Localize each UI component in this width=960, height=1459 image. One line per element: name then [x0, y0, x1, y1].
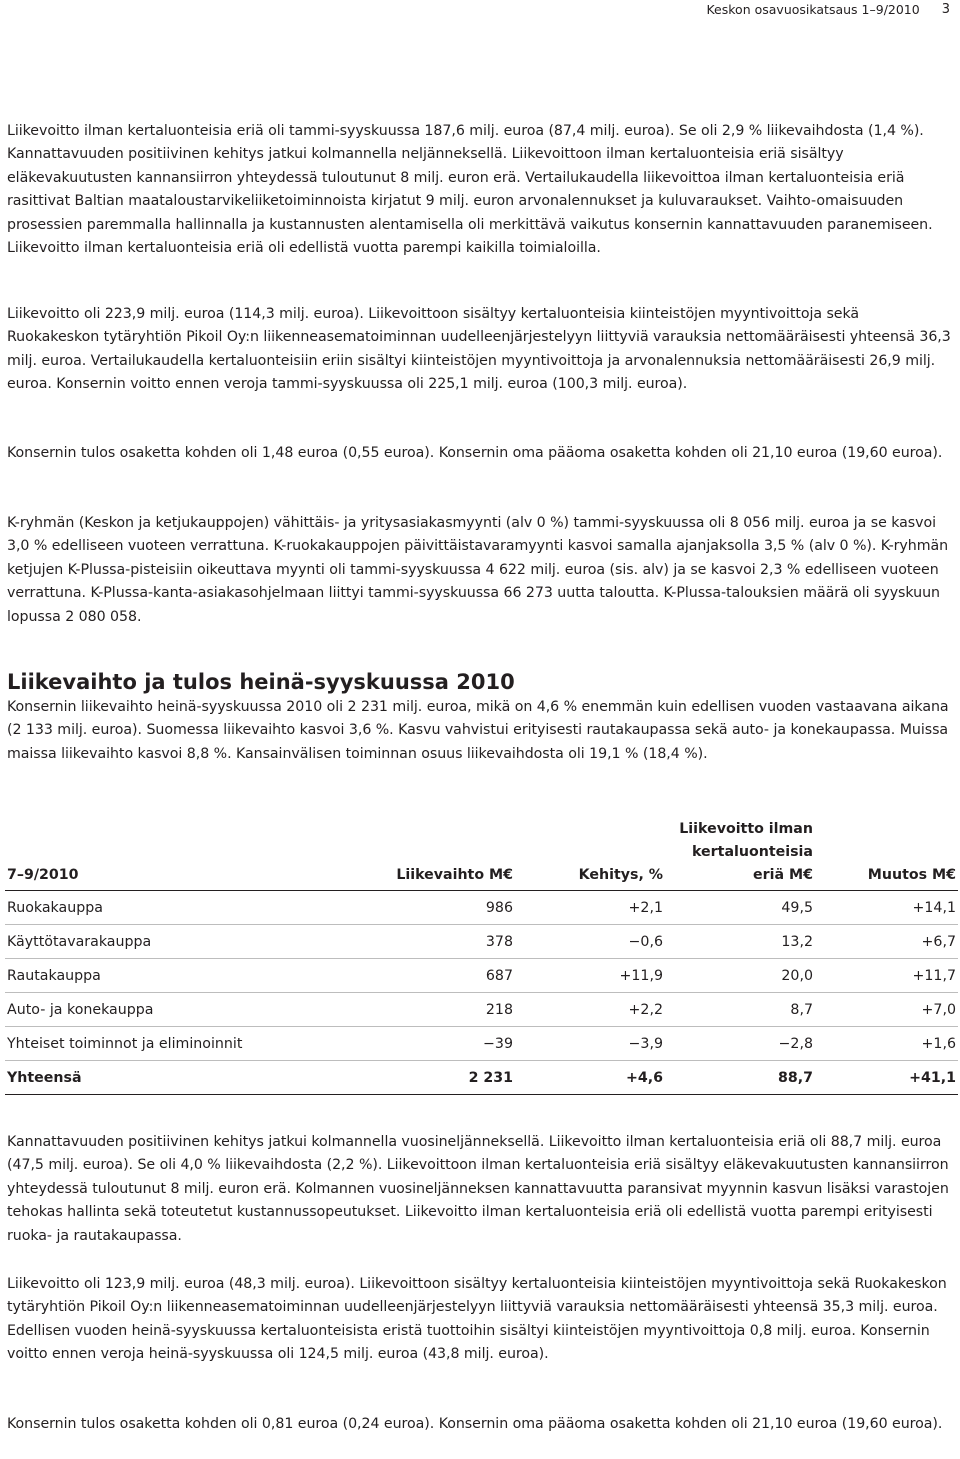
table-row — [5, 891, 958, 925]
cell-operating-profit: 20,0 — [665, 959, 815, 993]
paragraph-k-group-sales: K-ryhmän (Keskon ja ketjukauppojen) vähittäis- ja yritysasiakasmyynti (alv 0 %) tammi-syyskuussa oli 8 056 milj. euroa ja se kasvoi 3,0 % edelliseen vuoteen verrattuna. K-ruokakauppojen päivittäistavaramyynti kasvoi samalla ajanjaksolla 3,5 % (alv 0 %). K-ryhmän ketjujen K-Plussa-pisteisiin oikeuttava myynti oli tammi-syyskuussa 4 622 milj. euroa (sis. alv) ja se kasvoi 2,3 % edelliseen vuoteen verrattuna. K-Plussa-kanta-asiakasohjelmaan liittyi tammi-syyskuussa 66 273 uutta taloutta. K-Plussa-talouksien määrä oli syyskuun lopussa 2 080 058. — [7, 515, 949, 625]
paragraph-earnings-per-share: Konsernin tulos osaketta kohden oli 1,48 euroa (0,55 euroa). Konsernin oma pääoma osaketta kohden oli 21,10 euroa (19,60 euroa). — [7, 445, 943, 461]
table-total-row — [5, 1061, 958, 1095]
paragraph-operating-profit-excl: Liikevoitto ilman kertaluonteisia eriä oli tammi-syyskuussa 187,6 milj. euroa (87,4 milj. euroa). Se oli 2,9 % liikevaihdosta (1,4 %). Kannattavuuden positiivinen kehitys jatkui kolmannella neljänneksellä. Liikevoittoon ilman kertaluonteisia eriä sisältyy eläkevakuutusten kannansiirron yhteydessä tuloutunut 8 milj. euron erä. Vertailukaudella liikevoittoa ilman kertaluonteisia eriä rasittivat Baltian maataloustarvikeliiketoiminnoista kirjatut 9 milj. euron arvonalennukset ja kuluvaraukset. Vaihto-omaisuuden prosessien paremmalla hallinnalla ja kustannusten alentamisella oli merkittävä vaikutus konsernin kannattavuuden paranemiseen. Liikevoitto ilman kertaluonteisia eriä oli edellistä vuotta parempi kaikilla toimialoilla. — [7, 123, 933, 257]
cell-change-eur: +1,6 — [815, 1027, 958, 1061]
row-label: Rautakauppa — [5, 959, 335, 993]
report-title: Keskon osavuosikatsaus 1–9/2010 — [706, 2, 920, 17]
paragraph-q3-earnings-per-share: Konsernin tulos osaketta kohden oli 0,81 euroa (0,24 euroa). Konsernin oma pääoma osaketta kohden oli 21,10 euroa (19,60 euroa). — [7, 1416, 943, 1432]
table-row — [5, 993, 958, 1027]
table-header-row — [5, 818, 958, 891]
cell-change-percent: +2,2 — [515, 993, 665, 1027]
cell-change-percent: +11,9 — [515, 959, 665, 993]
cell-net-sales: 218 — [335, 993, 515, 1027]
paragraph-q3-profitability: Kannattavuuden positiivinen kehitys jatkui kolmannella vuosineljänneksellä. Liikevoitto ilman kertaluonteisia eriä oli 88,7 milj. euroa (47,5 milj. euroa). Se oli 4,0 % liikevaihdosta (2,2 %). Liikevoittoon ilman kertaluonteisia eriä sisältyy eläkevakuutusten kannansiirron yhteydessä tuloutunut 8 milj. euron erä. Kolmannen vuosineljänneksen kannattavuutta paransivat myynnin kasvun lisäksi varastojen tehokas hallinta sekä toteutetut kustannussopeutukset. Liikevoitto ilman kertaluonteisia eriä oli edellistä vuotta parempi erityisesti ruoka- ja rautakaupassa. — [7, 1134, 949, 1244]
cell-net-sales: −39 — [335, 1027, 515, 1061]
cell-operating-profit: −2,8 — [665, 1027, 815, 1061]
paragraph-q3-operating-profit: Liikevoitto oli 123,9 milj. euroa (48,3 milj. euroa). Liikevoittoon sisältyy kertaluonteisia kiinteistöjen myyntivoittoja sekä Ruokakeskon tytäryhtiön Pikoil Oy:n liikenneasematoiminnan uudelleenjärjestelyyn liittyviä varauksia nettomääräisesti yhteensä 35,3 milj. euroa. Edellisen vuoden heinä-syyskuussa kertaluonteisista eristä tuottoihin sisältyi kiinteistöjen myyntivoittoja 0,8 milj. euroa. Konsernin voitto ennen veroja heinä-syyskuussa oli 124,5 milj. euroa (43,8 milj. euroa). — [7, 1276, 947, 1363]
running-header — [706, 0, 950, 20]
cell-change-percent: −3,9 — [515, 1027, 665, 1061]
row-label: Auto- ja konekauppa — [5, 993, 335, 1027]
cell-change-eur: +6,7 — [815, 925, 958, 959]
paragraph-operating-profit: Liikevoitto oli 223,9 milj. euroa (114,3 milj. euroa). Liikevoittoon sisältyy kertaluonteisia kiinteistöjen myyntivoittoja sekä Ruokakeskon tytäryhtiön Pikoil Oy:n liikenneasematoiminnan uudelleenjärjestelyyn liittyviä varauksia nettomääräisesti yhteensä 36,3 milj. euroa. Vertailukaudella kertaluonteisiin eriin sisältyi kiinteistöjen myyntivoittoja ja arvonalennuksia nettomääräisesti 26,9 milj. euroa. Konsernin voitto ennen veroja tammi-syyskuussa oli 225,1 milj. euroa (100,3 milj. euroa). — [7, 306, 951, 393]
cell-net-sales: 986 — [335, 891, 515, 925]
column-header-net-sales: Liikevaihto M€ — [335, 818, 515, 891]
table-row — [5, 959, 958, 993]
total-change-percent: +4,6 — [515, 1061, 665, 1095]
cell-operating-profit: 8,7 — [665, 993, 815, 1027]
total-operating-profit: 88,7 — [665, 1061, 815, 1095]
cell-change-eur: +7,0 — [815, 993, 958, 1027]
cell-net-sales: 378 — [335, 925, 515, 959]
row-label: Yhteiset toiminnot ja eliminoinnit — [5, 1027, 335, 1061]
column-header-change-eur: Muutos M€ — [815, 818, 958, 891]
row-label: Käyttötavarakauppa — [5, 925, 335, 959]
sales-table — [5, 818, 958, 1095]
cell-operating-profit: 13,2 — [665, 925, 815, 959]
table-row — [5, 1027, 958, 1061]
total-net-sales: 2 231 — [335, 1061, 515, 1095]
column-header-operating-profit: Liikevoitto ilman kertaluonteisia eriä M€ — [665, 818, 815, 891]
table-row — [5, 925, 958, 959]
cell-operating-profit: 49,5 — [665, 891, 815, 925]
row-label: Ruokakauppa — [5, 891, 335, 925]
total-label: Yhteensä — [5, 1061, 335, 1095]
cell-change-eur: +11,7 — [815, 959, 958, 993]
page-number: 3 — [941, 2, 950, 17]
cell-change-percent: +2,1 — [515, 891, 665, 925]
cell-change-percent: −0,6 — [515, 925, 665, 959]
section-heading: Liikevaihto ja tulos heinä-syyskuussa 2010 — [7, 670, 515, 694]
cell-net-sales: 687 — [335, 959, 515, 993]
total-change-eur: +41,1 — [815, 1061, 958, 1095]
cell-change-eur: +14,1 — [815, 891, 958, 925]
column-header-period: 7–9/2010 — [5, 818, 335, 891]
column-header-change-percent: Kehitys, % — [515, 818, 665, 891]
section-intro: Konsernin liikevaihto heinä-syyskuussa 2010 oli 2 231 milj. euroa, mikä on 4,6 % enemmän kuin edellisen vuoden vastaavana aikana (2 133 milj. euroa). Suomessa liikevaihto kasvoi 3,6 %. Kasvu vahvistui erityisesti rautakaupassa sekä auto- ja konekaupassa. Muissa maissa liikevaihto kasvoi 8,8 %. Kansainvälisen toiminnan osuus liikevaihdosta oli 19,1 % (18,4 %). — [7, 699, 949, 762]
